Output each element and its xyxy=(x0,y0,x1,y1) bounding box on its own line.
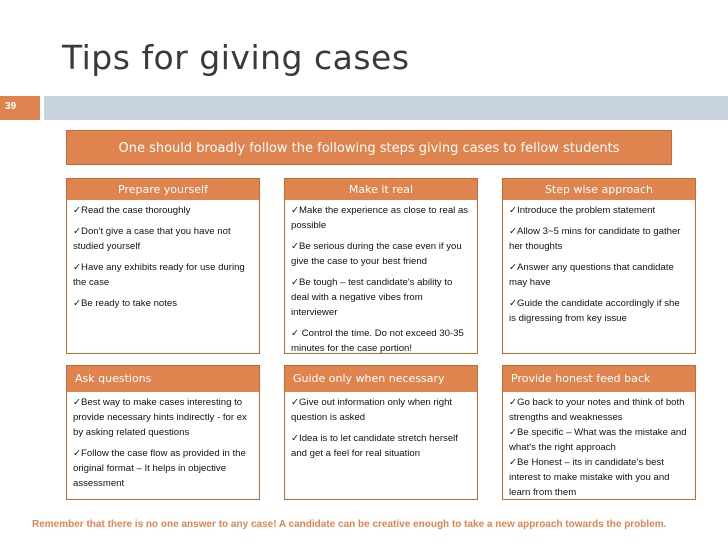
tip-item: ✓Allow 3~5 mins for candidate to gather her thoughts xyxy=(509,226,681,252)
box-title: Provide honest feed back xyxy=(503,366,695,392)
header-rule xyxy=(44,96,728,120)
tip-item: ✓Be Honest – its in candidate's best interest to make mistake with you and learn from them xyxy=(509,457,670,498)
tip-item: ✓Have any exhibits ready for use during the case xyxy=(73,262,245,288)
footer-note: Remember that there is no one answer to any case! A candidate can be creative enough to take a new approach towards the problem. xyxy=(32,519,667,530)
tip-item: ✓Be specific – What was the mistake and what's the right approach xyxy=(509,427,687,453)
tip-item: ✓Read the case thoroughly xyxy=(73,205,191,216)
tip-item: ✓Best way to make cases interesting to provide necessary hints indirectly - for ex by asking related questions xyxy=(73,397,247,438)
box-make-it-real xyxy=(284,178,478,354)
tip-item: ✓Don't give a case that you have not studied yourself xyxy=(73,226,231,252)
tip-item: ✓ Control the time. Do not exceed 30-35 minutes for the case portion! xyxy=(291,328,464,354)
tip-item: ✓Follow the case flow as provided in the original format – It helps in objective assessment xyxy=(73,448,246,489)
tip-item: ✓Idea is to let candidate stretch herself and get a feel for real situation xyxy=(291,433,458,459)
box-prepare-yourself xyxy=(66,178,260,354)
slide-number: 39 xyxy=(0,96,40,120)
tip-item: ✓Go back to your notes and think of both strengths and weaknesses xyxy=(509,397,685,423)
box-step-wise-approach xyxy=(502,178,696,354)
slide-title: Tips for giving cases xyxy=(62,38,410,77)
box-title: Ask questions xyxy=(67,366,259,392)
tip-item: ✓Be tough – test candidate's ability to deal with a negative vibes from interviewer xyxy=(291,277,453,318)
tip-item: ✓Make the experience as close to real as possible xyxy=(291,205,469,231)
tip-item: ✓Be serious during the case even if you give the case to your best friend xyxy=(291,241,462,267)
box-title: Step wise approach xyxy=(503,179,695,200)
intro-banner: One should broadly follow the following steps giving cases to fellow students xyxy=(66,130,672,165)
box-provide-honest-feedback xyxy=(502,365,696,500)
tip-item: ✓Give out information only when right question is asked xyxy=(291,397,453,423)
tip-item: ✓Answer any questions that candidate may have xyxy=(509,262,674,288)
tip-item: ✓Be ready to take notes xyxy=(73,298,178,309)
tip-item: ✓Introduce the problem statement xyxy=(509,205,656,216)
box-title: Make it real xyxy=(285,179,477,200)
tip-item: ✓Guide the candidate accordingly if she is digressing from key issue xyxy=(509,298,680,324)
box-guide-only-when-necessary xyxy=(284,365,478,500)
box-ask-questions xyxy=(66,365,260,500)
box-title: Guide only when necessary xyxy=(285,366,477,392)
box-title: Prepare yourself xyxy=(67,179,259,200)
